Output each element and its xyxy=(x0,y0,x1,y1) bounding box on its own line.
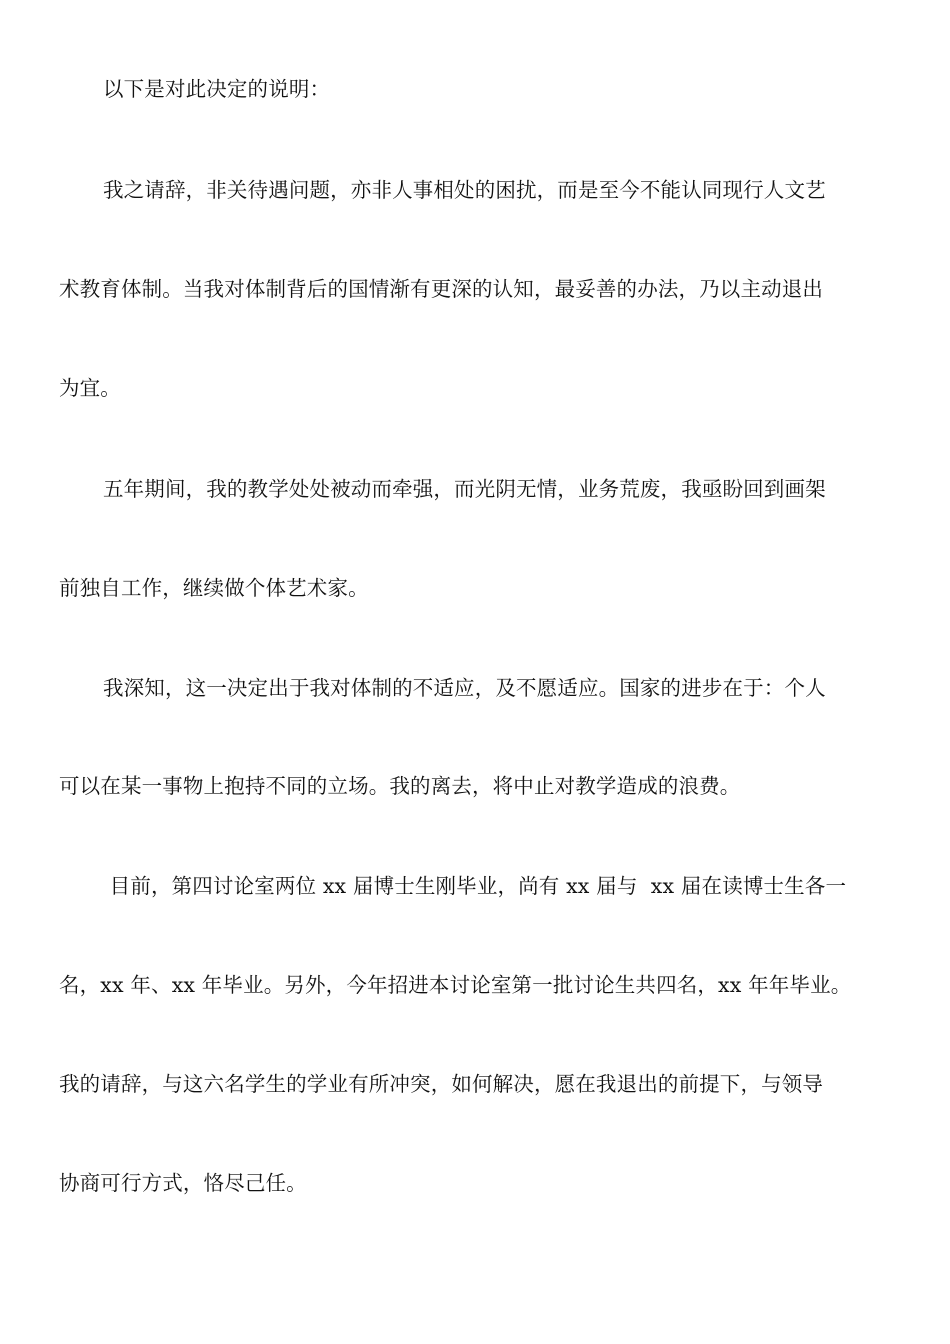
paragraph-line: 可以在某一事物上抱持不同的立场。我的离去，将中止对教学造成的浪费。 xyxy=(59,774,741,798)
paragraph-line: 我的请辞，与这六名学生的学业有所冲突，如何解决，愿在我退出的前提下，与领导 xyxy=(59,1072,824,1096)
paragraph-line: 五年期间，我的教学处处被动而牵强，而光阴无情，业务荒废，我亟盼回到画架 xyxy=(103,477,826,501)
paragraph-line: 目前，第四讨论室两位 xx 届博士生刚毕业，尚有 xx 届与 xx 届在读博士生各一 xyxy=(103,874,847,898)
paragraph-line: 名，xx 年、xx 年毕业。另外，今年招进本讨论室第一批讨论生共四名，xx 年年毕业。 xyxy=(59,973,852,997)
paragraph-line: 我深知，这一决定出于我对体制的不适应，及不愿适应。国家的进步在于：个人 xyxy=(103,676,826,700)
paragraph-line: 我之请辞，非关待遇问题，亦非人事相处的困扰，而是至今不能认同现行人文艺 xyxy=(103,178,826,202)
paragraph-line: 为宜。 xyxy=(59,376,121,400)
paragraph-line: 前独自工作，继续做个体艺术家。 xyxy=(59,576,369,600)
paragraph-line: 以下是对此决定的说明： xyxy=(103,77,331,101)
paragraph-line: 术教育体制。当我对体制背后的国情渐有更深的认知，最妥善的办法，乃以主动退出 xyxy=(59,277,824,301)
paragraph-line: 协商可行方式，恪尽己任。 xyxy=(59,1171,307,1195)
